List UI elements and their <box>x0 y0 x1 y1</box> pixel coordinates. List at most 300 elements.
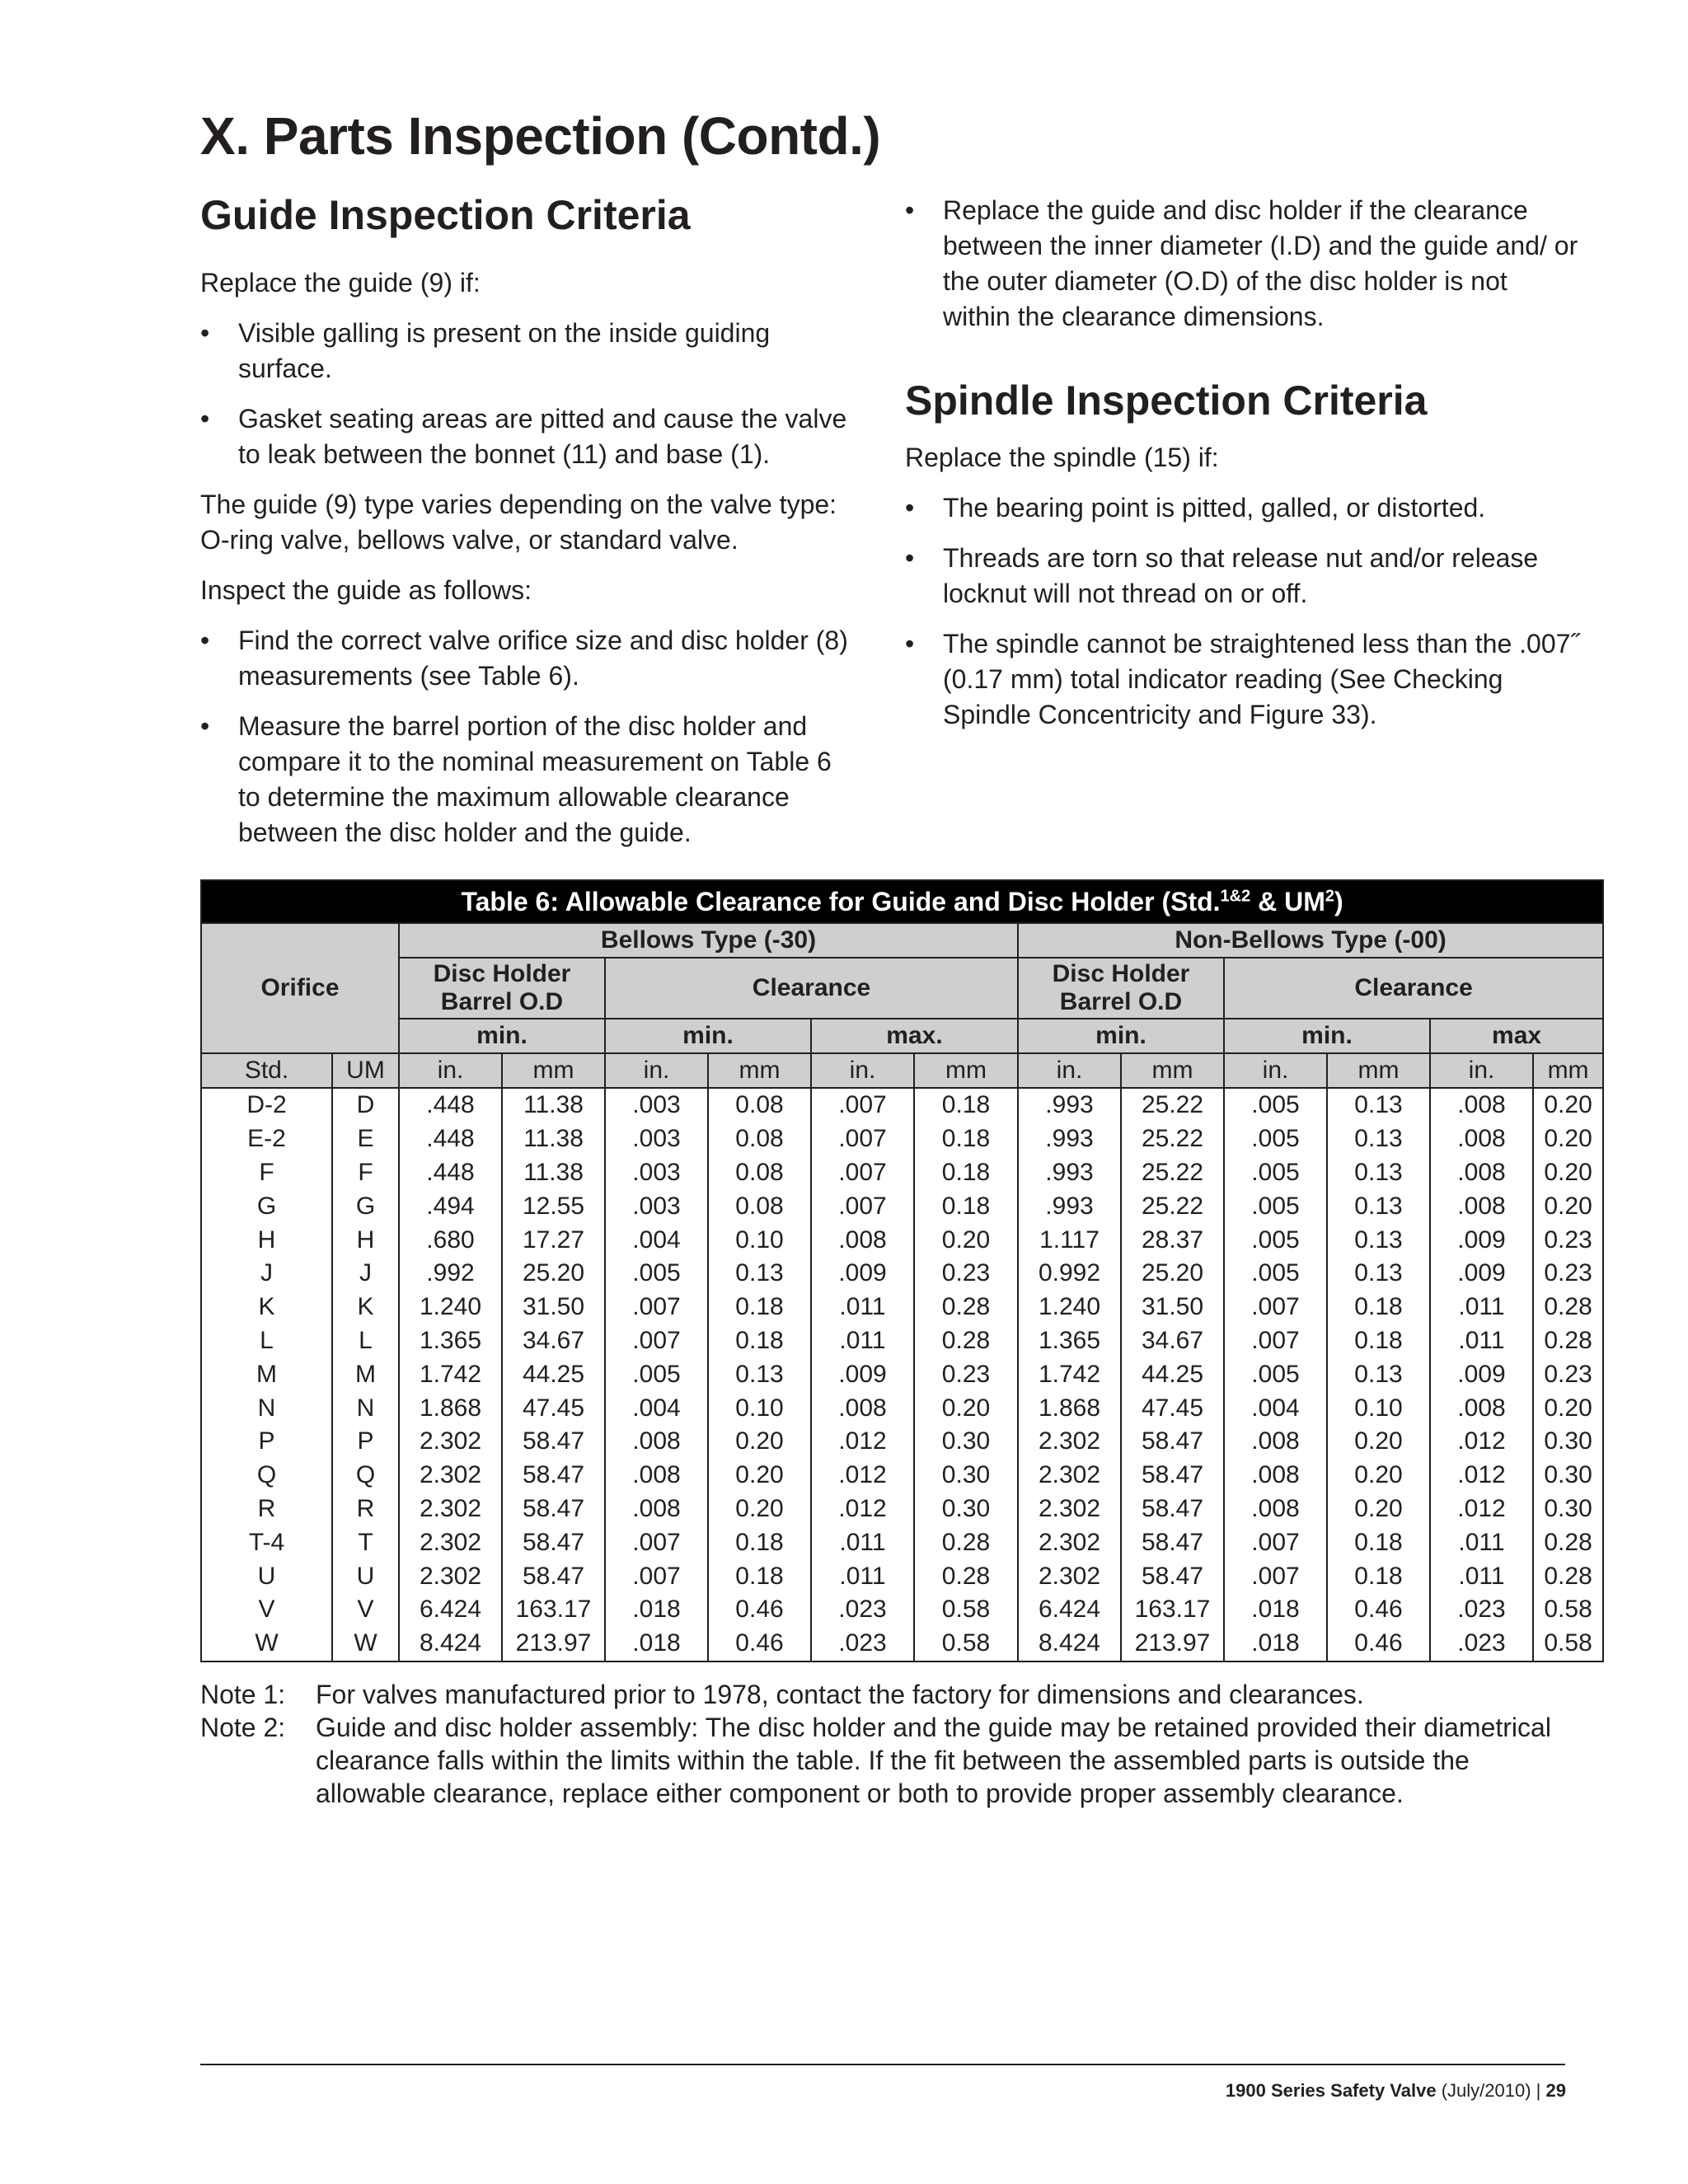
table-cell: .993 <box>1018 1088 1121 1122</box>
table-cell: 0.10 <box>708 1391 811 1425</box>
table-cell: .005 <box>605 1257 708 1291</box>
table-row <box>201 1593 1603 1627</box>
table-cell: 0.10 <box>708 1223 811 1257</box>
bullet-icon: • <box>200 404 210 434</box>
unit-header: in. <box>1018 1053 1121 1088</box>
table-cell: 213.97 <box>1121 1627 1224 1661</box>
table-cell: 163.17 <box>1121 1593 1224 1627</box>
bullet-icon: • <box>905 629 915 658</box>
table-row <box>201 1357 1603 1391</box>
table-cell: 28.37 <box>1121 1223 1224 1257</box>
table-cell: 0.18 <box>1327 1291 1430 1324</box>
table-cell: 1.240 <box>399 1291 502 1324</box>
table-cell: .012 <box>811 1493 914 1526</box>
guide-intro: Replace the guide (9) if: <box>200 268 481 298</box>
spindle-bullet: • The spindle cannot be straightened less than the .007˝ (0.17 mm) total indicator reading (See Checking Spindle Concentricity and Figure 33). <box>905 626 1581 733</box>
table-cell: 0.13 <box>1327 1156 1430 1190</box>
table-cell: .011 <box>1430 1526 1533 1559</box>
table-cell: .011 <box>1430 1559 1533 1593</box>
table-cell: .012 <box>1430 1425 1533 1459</box>
table-cell: 0.28 <box>1533 1559 1603 1593</box>
table-cell: 58.47 <box>502 1459 605 1493</box>
guide-bullet: • Gasket seating areas are pitted and cause the valve to leak between the bonnet (11) and base (1). <box>200 401 851 472</box>
table-cell: 0.20 <box>1533 1391 1603 1425</box>
table-cell: 2.302 <box>1018 1459 1121 1493</box>
table-cell: .007 <box>811 1189 914 1223</box>
table-cell: 0.18 <box>708 1559 811 1593</box>
table-row <box>201 1223 1603 1257</box>
table-cell: 0.13 <box>1327 1088 1430 1122</box>
table-notes <box>200 1678 1568 1810</box>
guide-bullet: • Visible galling is present on the inside guiding surface. <box>200 316 851 387</box>
table-cell: .005 <box>1224 1257 1327 1291</box>
bullet-icon: • <box>905 195 915 225</box>
table-cell: .012 <box>811 1459 914 1493</box>
table-cell: .007 <box>811 1156 914 1190</box>
table-cell: M <box>201 1357 332 1391</box>
table-cell: 58.47 <box>1121 1526 1224 1559</box>
table-cell: 31.50 <box>502 1291 605 1324</box>
table-cell: 25.22 <box>1121 1189 1224 1223</box>
page-number: 29 <box>1545 2080 1566 2101</box>
table-cell: 6.424 <box>399 1593 502 1627</box>
table-cell: 1.742 <box>399 1357 502 1391</box>
table-cell: R <box>201 1493 332 1526</box>
table-cell: .011 <box>1430 1291 1533 1324</box>
table-cell: 0.18 <box>1327 1526 1430 1559</box>
table-cell: 34.67 <box>1121 1324 1224 1358</box>
table-cell: 2.302 <box>399 1459 502 1493</box>
table-cell: Q <box>201 1459 332 1493</box>
table-cell: D-2 <box>201 1088 332 1122</box>
table-cell: 0.20 <box>1533 1156 1603 1190</box>
table-cell: .023 <box>1430 1627 1533 1661</box>
table-cell: 0.18 <box>1327 1559 1430 1593</box>
bullet-icon: • <box>905 543 915 573</box>
table-cell: .012 <box>811 1425 914 1459</box>
unit-header: mm <box>1121 1053 1224 1088</box>
page-footer <box>1226 2080 1566 2102</box>
table-cell: 58.47 <box>1121 1559 1224 1593</box>
table-cell: E <box>332 1122 399 1156</box>
table-cell: .008 <box>605 1425 708 1459</box>
table-cell: 0.46 <box>708 1593 811 1627</box>
table-cell: 0.20 <box>914 1223 1018 1257</box>
unit-header: mm <box>1327 1053 1430 1088</box>
table-cell: .005 <box>605 1357 708 1391</box>
table-cell: 0.28 <box>1533 1324 1603 1358</box>
table-cell: 47.45 <box>502 1391 605 1425</box>
table-cell: .011 <box>811 1291 914 1324</box>
guide-heading: Guide Inspection Criteria <box>200 192 691 238</box>
table-cell: 0.13 <box>708 1257 811 1291</box>
table-cell: 47.45 <box>1121 1391 1224 1425</box>
table-body <box>201 1088 1603 1661</box>
table-cell: .008 <box>1224 1493 1327 1526</box>
unit-header: in. <box>1224 1053 1327 1088</box>
table-cell: 58.47 <box>502 1493 605 1526</box>
table-cell: 25.22 <box>1121 1122 1224 1156</box>
table-cell: J <box>201 1257 332 1291</box>
table-cell: 0.08 <box>708 1189 811 1223</box>
table-cell: .448 <box>399 1088 502 1122</box>
table-cell: .003 <box>605 1122 708 1156</box>
min-header: min. <box>1224 1019 1430 1053</box>
table-cell: W <box>332 1627 399 1661</box>
table-cell: 0.18 <box>914 1156 1018 1190</box>
table-cell: 0.58 <box>914 1627 1018 1661</box>
table-cell: 1.365 <box>1018 1324 1121 1358</box>
table-cell: 44.25 <box>1121 1357 1224 1391</box>
table-cell: 0.13 <box>1327 1189 1430 1223</box>
unit-header: mm <box>502 1053 605 1088</box>
spindle-intro: Replace the spindle (15) if: <box>905 443 1219 472</box>
bullet-icon: • <box>905 493 915 523</box>
table-cell: .018 <box>605 1627 708 1661</box>
guide-right-column <box>905 193 1581 349</box>
table-cell: .023 <box>1430 1593 1533 1627</box>
table-cell: .008 <box>1430 1088 1533 1122</box>
table-cell: E-2 <box>201 1122 332 1156</box>
table-cell: 8.424 <box>399 1627 502 1661</box>
table-cell: 0.18 <box>708 1324 811 1358</box>
table-cell: .018 <box>605 1593 708 1627</box>
min-header: min. <box>399 1019 605 1053</box>
table-cell: .023 <box>811 1627 914 1661</box>
table-cell: 1.240 <box>1018 1291 1121 1324</box>
table-cell: V <box>332 1593 399 1627</box>
table-cell: .005 <box>1224 1088 1327 1122</box>
disc-holder-header: Disc Holder Barrel O.D <box>1018 958 1224 1019</box>
table-cell: 58.47 <box>1121 1493 1224 1526</box>
bullet-icon: • <box>200 711 210 741</box>
table-cell: 0.20 <box>1327 1493 1430 1526</box>
table-cell: W <box>201 1627 332 1661</box>
clearance-table <box>200 879 1604 1662</box>
table-cell: 1.117 <box>1018 1223 1121 1257</box>
table-cell: 163.17 <box>502 1593 605 1627</box>
table-cell: 0.20 <box>708 1493 811 1526</box>
table-cell: .004 <box>605 1223 708 1257</box>
table-row <box>201 1391 1603 1425</box>
table-cell: .018 <box>1224 1627 1327 1661</box>
table-cell: .494 <box>399 1189 502 1223</box>
table-cell: .009 <box>1430 1223 1533 1257</box>
bellows-header: Bellows Type (-30) <box>399 923 1018 958</box>
table-cell: .004 <box>605 1391 708 1425</box>
table-cell: 2.302 <box>399 1526 502 1559</box>
table-cell: .005 <box>1224 1189 1327 1223</box>
table-cell: 0.13 <box>1327 1122 1430 1156</box>
nonbellows-header: Non-Bellows Type (-00) <box>1018 923 1603 958</box>
table-cell: 0.20 <box>1533 1088 1603 1122</box>
table-cell: 0.13 <box>1327 1357 1430 1391</box>
table-row <box>201 1627 1603 1661</box>
guide-left-column <box>200 265 851 865</box>
table-cell: 0.18 <box>708 1526 811 1559</box>
table-cell: 2.302 <box>1018 1526 1121 1559</box>
table-cell: 25.20 <box>1121 1257 1224 1291</box>
table-cell: 0.58 <box>1533 1627 1603 1661</box>
table-cell: 0.18 <box>914 1088 1018 1122</box>
spindle-bullet: • The bearing point is pitted, galled, or distorted. <box>905 490 1581 526</box>
min-header: min. <box>1018 1019 1224 1053</box>
table-cell: 0.18 <box>1327 1324 1430 1358</box>
table-cell: .008 <box>1430 1189 1533 1223</box>
table-cell: .005 <box>1224 1156 1327 1190</box>
table-cell: 2.302 <box>399 1493 502 1526</box>
table-cell: 0.46 <box>1327 1593 1430 1627</box>
unit-header: mm <box>1533 1053 1603 1088</box>
table-cell: 0.20 <box>914 1391 1018 1425</box>
table-cell: .008 <box>605 1459 708 1493</box>
table-cell: 0.28 <box>1533 1291 1603 1324</box>
table-cell: 2.302 <box>1018 1559 1121 1593</box>
table-cell: .008 <box>1224 1425 1327 1459</box>
table-cell: 0.23 <box>1533 1357 1603 1391</box>
guide-bullet: • Find the correct valve orifice size and disc holder (8) measurements (see Table 6). <box>200 623 851 694</box>
table-cell: 11.38 <box>502 1088 605 1122</box>
table-cell: .003 <box>605 1156 708 1190</box>
bullet-icon: • <box>200 318 210 348</box>
spindle-column <box>905 440 1581 748</box>
unit-header: in. <box>399 1053 502 1088</box>
unit-header: in. <box>1430 1053 1533 1088</box>
table-row <box>201 1559 1603 1593</box>
table-cell: 11.38 <box>502 1156 605 1190</box>
table-cell: L <box>332 1324 399 1358</box>
table-cell: 0.30 <box>1533 1459 1603 1493</box>
table-cell: 0.28 <box>914 1559 1018 1593</box>
table-cell: 34.67 <box>502 1324 605 1358</box>
table-cell: 0.30 <box>914 1493 1018 1526</box>
disc-holder-header: Disc Holder Barrel O.D <box>399 958 605 1019</box>
table-cell: .011 <box>811 1559 914 1593</box>
min-header: min. <box>605 1019 811 1053</box>
table-row <box>201 1526 1603 1559</box>
table-cell: 213.97 <box>502 1627 605 1661</box>
table-cell: .009 <box>811 1257 914 1291</box>
table-cell: G <box>201 1189 332 1223</box>
table-cell: 0.46 <box>708 1627 811 1661</box>
table-cell: 8.424 <box>1018 1627 1121 1661</box>
table-cell: .007 <box>605 1526 708 1559</box>
max-header: max. <box>811 1019 1018 1053</box>
table-cell: 0.23 <box>914 1357 1018 1391</box>
table-cell: 0.30 <box>914 1425 1018 1459</box>
table-cell: .018 <box>1224 1593 1327 1627</box>
table-row <box>201 1156 1603 1190</box>
table-cell: T <box>332 1526 399 1559</box>
table-cell: Q <box>332 1459 399 1493</box>
table-cell: .008 <box>1430 1122 1533 1156</box>
table-cell: 0.23 <box>1533 1223 1603 1257</box>
table-caption: Table 6: Allowable Clearance for Guide and Disc Holder (Std.$^{1\&2}$ & $UM^2$) <box>201 880 1603 923</box>
table-cell: .011 <box>1430 1324 1533 1358</box>
table-cell: K <box>332 1291 399 1324</box>
table-cell: H <box>201 1223 332 1257</box>
table-row <box>201 1459 1603 1493</box>
table-cell: 0.992 <box>1018 1257 1121 1291</box>
note-2: Note 2: Guide and disc holder assembly: The disc holder and the guide may be retained provided their diametrical clearance falls within the limits within the table. If the fit between the assembled parts is outside the allowable clearance, replace either component or both to provide proper assembly clearance. <box>200 1713 1551 1808</box>
table-cell: 58.47 <box>1121 1459 1224 1493</box>
table-cell: .007 <box>811 1122 914 1156</box>
table-cell: 58.47 <box>502 1559 605 1593</box>
table-cell: U <box>332 1559 399 1593</box>
table-cell: 11.38 <box>502 1122 605 1156</box>
table-cell: .007 <box>1224 1526 1327 1559</box>
table-cell: 1.868 <box>1018 1391 1121 1425</box>
table-cell: 0.13 <box>708 1357 811 1391</box>
table-row <box>201 1291 1603 1324</box>
table-cell: 0.10 <box>1327 1391 1430 1425</box>
table-cell: .007 <box>811 1088 914 1122</box>
table-cell: 0.30 <box>1533 1493 1603 1526</box>
table-cell: N <box>201 1391 332 1425</box>
table-cell: 0.18 <box>708 1291 811 1324</box>
table-cell: P <box>332 1425 399 1459</box>
table-cell: 0.20 <box>708 1425 811 1459</box>
table-cell: .011 <box>811 1324 914 1358</box>
table-cell: 2.302 <box>1018 1493 1121 1526</box>
table-cell: 0.20 <box>708 1459 811 1493</box>
unit-header: in. <box>811 1053 914 1088</box>
table-cell: 58.47 <box>502 1526 605 1559</box>
table-cell: 0.08 <box>708 1088 811 1122</box>
table-cell: .003 <box>605 1189 708 1223</box>
table-cell: .008 <box>1430 1391 1533 1425</box>
spindle-heading: Spindle Inspection Criteria <box>905 377 1428 424</box>
footer-doc-title: 1900 Series Safety Valve <box>1225 2080 1437 2101</box>
table-cell: 17.27 <box>502 1223 605 1257</box>
table-cell: 58.47 <box>502 1425 605 1459</box>
table-cell: .011 <box>811 1526 914 1559</box>
table-cell: .448 <box>399 1156 502 1190</box>
table-cell: 0.28 <box>914 1291 1018 1324</box>
table-cell: 0.23 <box>914 1257 1018 1291</box>
table-cell: L <box>201 1324 332 1358</box>
unit-header: mm <box>708 1053 811 1088</box>
table-cell: 0.30 <box>914 1459 1018 1493</box>
table-cell: 0.20 <box>1327 1425 1430 1459</box>
table-cell: 0.18 <box>914 1122 1018 1156</box>
table-cell: 0.23 <box>1533 1257 1603 1291</box>
table-cell: N <box>332 1391 399 1425</box>
table-cell: 0.46 <box>1327 1627 1430 1661</box>
table-cell: 0.58 <box>914 1593 1018 1627</box>
clearance-table-container <box>200 879 1592 1662</box>
table-cell: .008 <box>1224 1459 1327 1493</box>
table-cell: 0.30 <box>1533 1425 1603 1459</box>
table-cell: 0.28 <box>914 1526 1018 1559</box>
table-row <box>201 1088 1603 1122</box>
table-cell: G <box>332 1189 399 1223</box>
table-cell: .012 <box>1430 1459 1533 1493</box>
table-cell: U <box>201 1559 332 1593</box>
table-cell: .993 <box>1018 1122 1121 1156</box>
table-cell: D <box>332 1088 399 1122</box>
page-title: X. Parts Inspection (Contd.) <box>200 106 881 166</box>
table-cell: 58.47 <box>1121 1425 1224 1459</box>
table-cell: H <box>332 1223 399 1257</box>
table-row <box>201 1493 1603 1526</box>
guide-bullet: • Measure the barrel portion of the disc holder and compare it to the nominal measurement on Table 6 to determine the maximum allowable clearance between the disc holder and the guide. <box>200 709 851 851</box>
table-cell: 2.302 <box>399 1559 502 1593</box>
table-cell: V <box>201 1593 332 1627</box>
table-cell: 2.302 <box>399 1425 502 1459</box>
table-cell: .008 <box>605 1493 708 1526</box>
footer-separator: | <box>1536 2080 1541 2101</box>
table-cell: .005 <box>1224 1357 1327 1391</box>
table-cell: 12.55 <box>502 1189 605 1223</box>
table-cell: 0.20 <box>1327 1459 1430 1493</box>
table-cell: 1.365 <box>399 1324 502 1358</box>
table-cell: 6.424 <box>1018 1593 1121 1627</box>
guide-bullet: • Replace the guide and disc holder if the clearance between the inner diameter (I.D) and the guide and/ or the outer diameter (O.D) of the disc holder is not within the clearance dimensions. <box>905 193 1581 335</box>
table-cell: 0.20 <box>1533 1122 1603 1156</box>
table-cell: 0.58 <box>1533 1593 1603 1627</box>
table-cell: 0.13 <box>1327 1257 1430 1291</box>
table-cell: .004 <box>1224 1391 1327 1425</box>
table-cell: .003 <box>605 1088 708 1122</box>
table-cell: 25.22 <box>1121 1156 1224 1190</box>
table-cell: 1.742 <box>1018 1357 1121 1391</box>
table-row <box>201 1324 1603 1358</box>
um-header: UM <box>332 1053 399 1088</box>
table-cell: .005 <box>1224 1223 1327 1257</box>
table-cell: .023 <box>811 1593 914 1627</box>
max-header: max <box>1430 1019 1603 1053</box>
unit-header: in. <box>605 1053 708 1088</box>
table-cell: .009 <box>1430 1257 1533 1291</box>
guide-type-paragraph: The guide (9) type varies depending on the valve type: O-ring valve, bellows valve, or standard valve. <box>200 490 837 555</box>
table-cell: .008 <box>811 1391 914 1425</box>
table-cell: .992 <box>399 1257 502 1291</box>
table-cell: .009 <box>811 1357 914 1391</box>
table-cell: T-4 <box>201 1526 332 1559</box>
table-cell: .007 <box>605 1324 708 1358</box>
table-cell: .993 <box>1018 1156 1121 1190</box>
table-cell: 0.28 <box>1533 1526 1603 1559</box>
clearance-header: Clearance <box>605 958 1018 1019</box>
table-cell: F <box>332 1156 399 1190</box>
table-row <box>201 1122 1603 1156</box>
table-cell: .007 <box>605 1291 708 1324</box>
table-cell: .008 <box>811 1223 914 1257</box>
spindle-bullet: • Threads are torn so that release nut and/or release locknut will not thread on or off. <box>905 541 1581 612</box>
std-header: Std. <box>201 1053 332 1088</box>
table-cell: 0.08 <box>708 1122 811 1156</box>
table-cell: M <box>332 1357 399 1391</box>
table-cell: 2.302 <box>1018 1425 1121 1459</box>
table-cell: .680 <box>399 1223 502 1257</box>
table-cell: P <box>201 1425 332 1459</box>
table-cell: .008 <box>1430 1156 1533 1190</box>
table-cell: .448 <box>399 1122 502 1156</box>
table-cell: 31.50 <box>1121 1291 1224 1324</box>
table-cell: .007 <box>605 1559 708 1593</box>
table-cell: .007 <box>1224 1324 1327 1358</box>
table-cell: .012 <box>1430 1493 1533 1526</box>
table-cell: J <box>332 1257 399 1291</box>
table-cell: 0.20 <box>1533 1189 1603 1223</box>
table-cell: 0.13 <box>1327 1223 1430 1257</box>
bullet-icon: • <box>200 626 210 655</box>
table-cell: 44.25 <box>502 1357 605 1391</box>
table-row <box>201 1189 1603 1223</box>
table-cell: .007 <box>1224 1291 1327 1324</box>
table-cell: .993 <box>1018 1189 1121 1223</box>
